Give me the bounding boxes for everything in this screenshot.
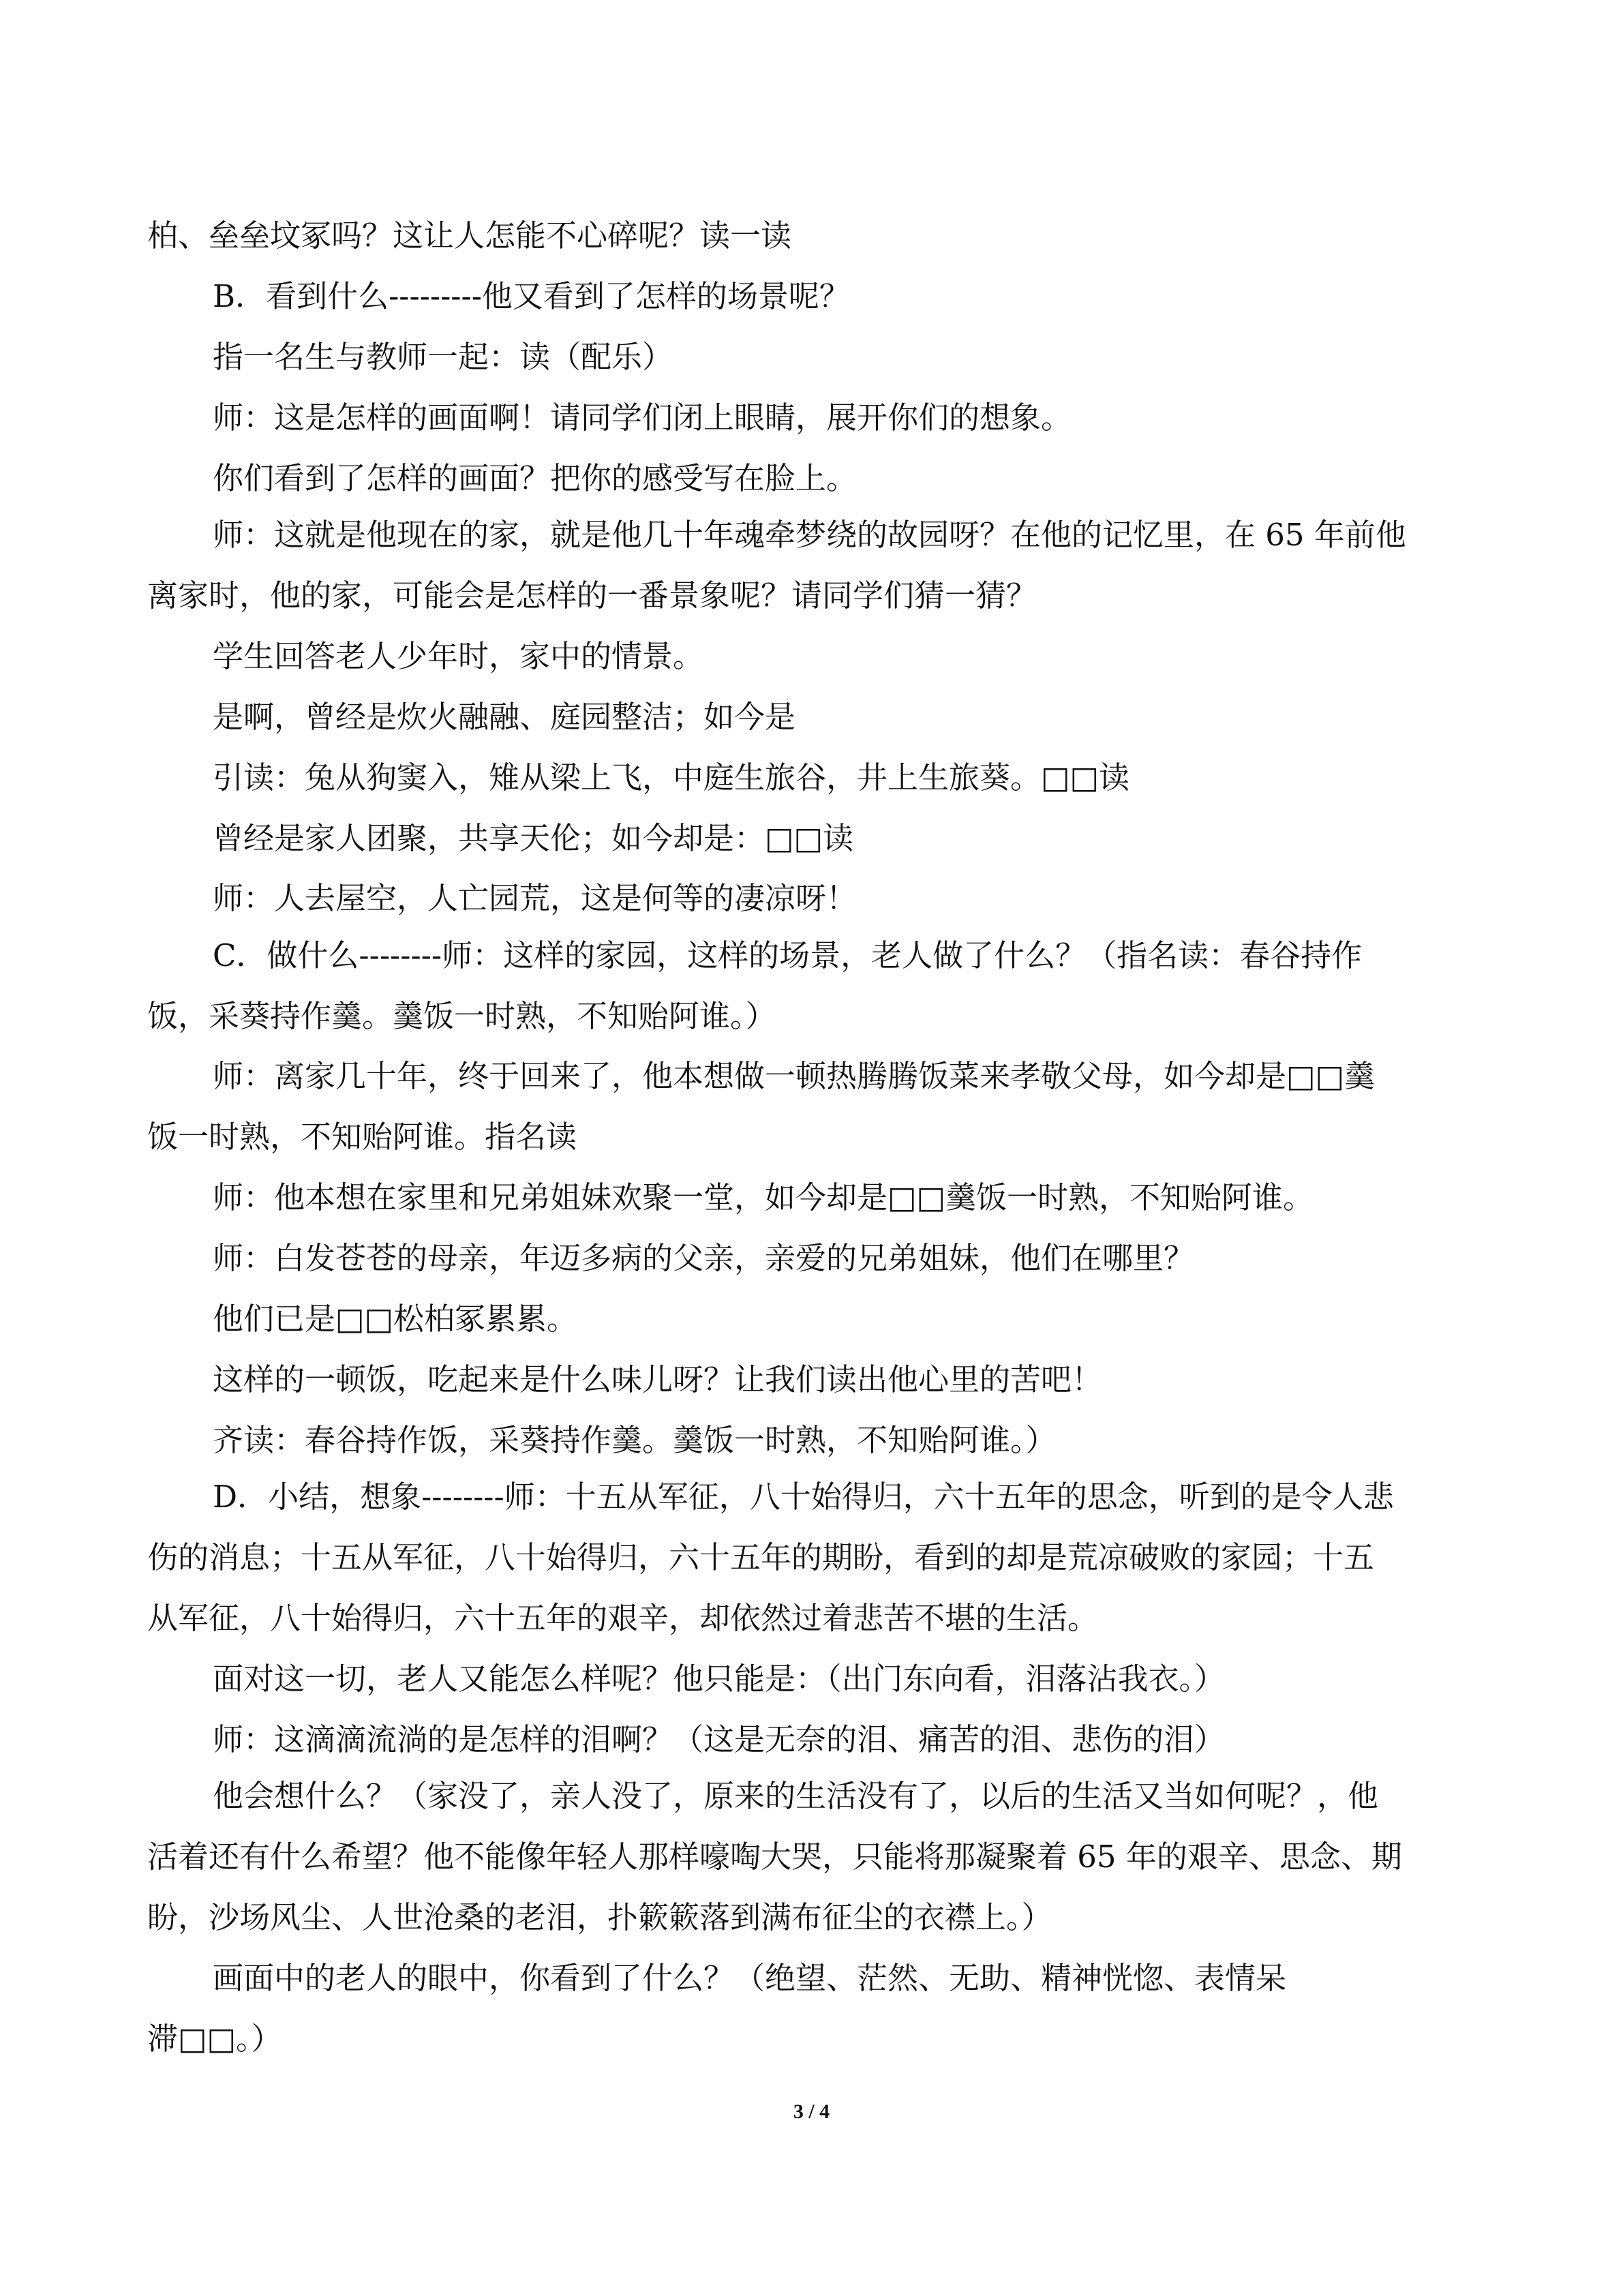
text-line: 面对这一切，老人又能怎么样呢？他只能是：（出门东向看，泪落沾我衣。） xyxy=(213,1661,1226,1697)
text-line: 这样的一顿饭，吃起来是什么味儿呀？让我们读出他心里的苦吧！ xyxy=(213,1361,1103,1398)
text-line: 伤的消息；十五从军征，八十始得归，六十五年的期盼，看到的却是荒凉破败的家园；十五 xyxy=(147,1539,1375,1575)
text-line: 师：这就是他现在的家，就是他几十年魂牵梦绕的故园呀？在他的记忆里，在 65 年前他 xyxy=(213,517,1406,553)
text-line: 师：他本想在家里和兄弟姐妹欢聚一堂，如今却是□□羹饭一时熟，不知贻阿谁。 xyxy=(213,1179,1314,1215)
page-number: 3 / 4 xyxy=(793,2100,830,2123)
text-line: 你们看到了怎样的画面？把你的感受写在脸上。 xyxy=(213,460,858,496)
text-line: 他们已是□□松柏冢累累。 xyxy=(213,1301,578,1337)
text-line: 指一名生与教师一起：读（配乐） xyxy=(213,339,673,375)
text-line: D．小结，想象--------师：十五从军征，八十始得归，六十五年的思念，听到的是令人悲 xyxy=(213,1479,1394,1515)
text-line: 饭一时熟，不知贻阿谁。指名读 xyxy=(147,1119,577,1155)
text-line: 活着还有什么希望？他不能像年轻人那样嚎啕大哭，只能将那凝聚着 65 年的艰辛、思念、期 xyxy=(147,1839,1402,1875)
text-line: 师：这是怎样的画面啊！请同学们闭上眼睛，展开你们的想象。 xyxy=(213,399,1072,436)
text-line: 滞□□。） xyxy=(147,2021,282,2057)
text-line: 师：离家几十年，终于回来了，他本想做一顿热腾腾饭菜来孝敬父母，如今却是□□羹 xyxy=(213,1058,1376,1094)
text-line: B．看到什么---------他又看到了怎样的场景呢？ xyxy=(213,278,850,314)
text-line: 饭，采葵持作羹。羹饭一时熟，不知贻阿谁。） xyxy=(147,998,776,1034)
text-line: 学生回答老人少年时，家中的情景。 xyxy=(213,638,704,674)
text-line: C．做什么--------师：这样的家园，这样的场景，老人做了什么？（指名读：春谷持作 xyxy=(213,937,1363,973)
text-line: 是啊，曾经是炊火融融、庭园整洁；如今是 xyxy=(213,699,796,735)
text-line: 盼，沙场风尘、人世沧桑的老泪，扑簌簌落到满布征尘的衣襟上。） xyxy=(147,1899,1052,1935)
text-line: 师：白发苍苍的母亲，年迈多病的父亲，亲爱的兄弟姐妹，他们在哪里？ xyxy=(213,1240,1195,1276)
text-line: 柏、垒垒坟冢吗？这让人怎能不心碎呢？读一读 xyxy=(147,217,792,254)
text-line: 离家时，他的家，可能会是怎样的一番景象呢？请同学们猜一猜？ xyxy=(147,577,1037,614)
text-line: 师：这滴滴流淌的是怎样的泪啊？（这是无奈的泪、痛苦的泪、悲伤的泪） xyxy=(213,1721,1226,1757)
text-line: 师：人去屋空，人亡园荒，这是何等的凄凉呀！ xyxy=(213,880,858,916)
text-line: 他会想什么？（家没了，亲人没了，原来的生活没有了，以后的生活又当如何呢？，他 xyxy=(213,1778,1379,1814)
text-line: 曾经是家人团聚，共享天伦；如今却是：□□读 xyxy=(213,820,854,856)
text-line: 从军征，八十始得归，六十五年的艰辛，却依然过着悲苦不堪的生活。 xyxy=(147,1600,1099,1636)
text-line: 齐读：春谷持作饭，采葵持作羹。羹饭一时熟，不知贻阿谁。） xyxy=(213,1422,1057,1458)
text-line: 引读：兔从狗窦入，雉从梁上飞，中庭生旅谷，井上生旅葵。□□读 xyxy=(213,759,1130,796)
text-line: 画面中的老人的眼中，你看到了什么？（绝望、茫然、无助、精神恍惚、表情呆 xyxy=(213,1960,1287,1996)
